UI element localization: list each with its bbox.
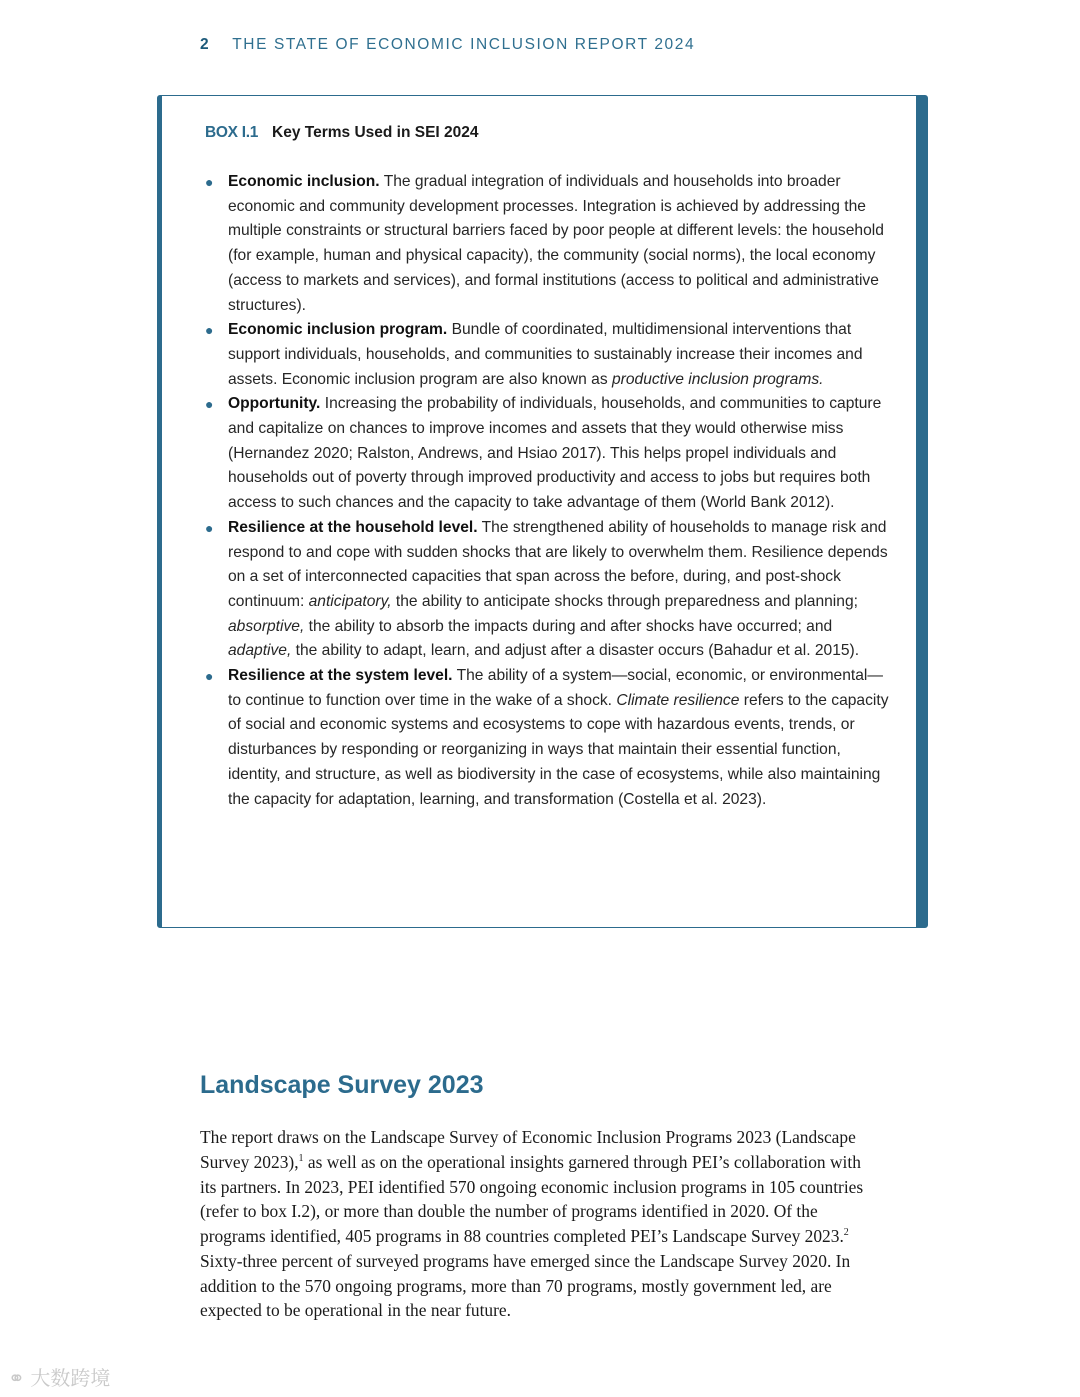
footnote-marker[interactable]: 1 xyxy=(298,1152,304,1164)
term-definition: The ability of a system—social, economic, or environmental—to continue to function over time in the wake of a shock. xyxy=(228,667,883,709)
body-text: as well as on the operational insights garnered through PEI’s collaboration with its partners. In 2023, PEI identified 570 ongoing economic inclusion programs in 105 countries (refer to box I.2), or more than double the number of programs identified in 2020. Of the programs identified, 405 programs in 88 countries completed PEI’s Landscape Survey 2023. xyxy=(200,1151,864,1246)
bullet-icon: ● xyxy=(205,519,214,536)
key-terms-list xyxy=(205,170,895,812)
term-definition: The strengthened ability of households to manage risk and respond to and cope with sudden shocks that are likely to overwhelm them. Resilience depends on a set of interconnected capacities that span across the before, during, and post-shock continuum: xyxy=(228,518,888,610)
list-item-resilience-household xyxy=(205,516,895,664)
box-label: BOX I.1 xyxy=(205,124,259,141)
key-terms-box xyxy=(157,95,928,928)
list-item-economic-inclusion-program xyxy=(205,318,895,392)
list-item-resilience-system xyxy=(205,664,895,812)
term-definition: refers to the capacity of social and economic systems and ecosystems to cope with hazardous events, trends, or disturbances by responding or reorganizing in ways that maintain their essential function, identity, and structure, as well as biodiversity in the case of ecosystems, while also maintaining the capacity for adaptation, learning, and transformation (Costella et al. 2023). xyxy=(228,691,889,808)
term-definition-italic: adaptive, xyxy=(228,642,292,660)
term-definition: the ability to absorb the impacts during and after shocks have occurred; and xyxy=(308,617,833,635)
section-heading: Landscape Survey 2023 xyxy=(200,1071,484,1099)
list-item-opportunity xyxy=(205,392,895,516)
body-text: The report draws on the Landscape Survey of Economic Inclusion Programs 2023 (Landscape Survey 2023), xyxy=(200,1127,856,1172)
bullet-icon: ● xyxy=(205,396,214,413)
term-label: Opportunity. xyxy=(228,395,321,413)
running-header xyxy=(200,36,695,54)
term-label: Resilience at the system level. xyxy=(228,667,453,685)
term-definition: the ability to adapt, learn, and adjust after a disaster occurs (Bahadur et al. 2015). xyxy=(295,642,860,660)
body-paragraph xyxy=(200,1125,870,1323)
box-title xyxy=(205,124,479,142)
term-definition: the ability to anticipate shocks through preparedness and planning; xyxy=(395,592,858,610)
term-label: Resilience at the household level. xyxy=(228,518,478,536)
box-heading: Key Terms Used in SEI 2024 xyxy=(272,124,479,141)
watermark-text: 大数跨境 xyxy=(30,1368,111,1390)
term-definition-italic: absorptive, xyxy=(228,617,305,635)
term-definition: Bundle of coordinated, multidimensional interventions that support individuals, households, and communities to sustainably increase their incomes and assets. Economic inclusion program are also known as xyxy=(228,321,863,388)
bullet-icon: ● xyxy=(205,668,214,685)
footnote-marker[interactable]: 2 xyxy=(843,1227,849,1239)
running-title: THE STATE OF ECONOMIC INCLUSION REPORT 2024 xyxy=(232,36,696,53)
list-item-economic-inclusion xyxy=(205,170,895,318)
body-text: Sixty-three percent of surveyed programs have emerged since the Landscape Survey 2020. In addition to the 570 ongoing programs, more than 70 programs, mostly government led, are expected to be operational in the near future. xyxy=(200,1250,851,1321)
term-definition: Increasing the probability of individuals, households, and communities to capture and capitalize on chances to improve incomes and assets that they would otherwise miss (Hernandez 2020; Ralston, Andrews, and Hsiao 2017). This helps propel individuals and households out of poverty through improved productivity and access to jobs but requires both access to such chances and the capacity to take advantage of them (World Bank 2012). xyxy=(228,395,882,512)
term-definition-italic: anticipatory, xyxy=(308,592,392,610)
term-label: Economic inclusion. xyxy=(228,173,380,190)
bullet-icon: ● xyxy=(205,322,214,339)
term-definition-italic: Climate resilience xyxy=(616,691,740,709)
term-definition-italic: productive inclusion programs. xyxy=(611,370,824,388)
watermark xyxy=(8,1362,110,1391)
term-label: Economic inclusion program. xyxy=(228,321,448,339)
term-definition: The gradual integration of individuals and households into broader economic and community development processes. Integration is achieved by addressing the multiple constraints or structural barriers faced by poor people at different levels: the household (for example, human and physical capacity), the community (social norms), the local economy (access to markets and services), and formal institutions (access to political and administrative structures). xyxy=(228,173,884,314)
bullet-icon: ● xyxy=(205,174,214,190)
page-number: 2 xyxy=(200,36,211,53)
watermark-logo-icon: ⚭ xyxy=(8,1368,25,1390)
